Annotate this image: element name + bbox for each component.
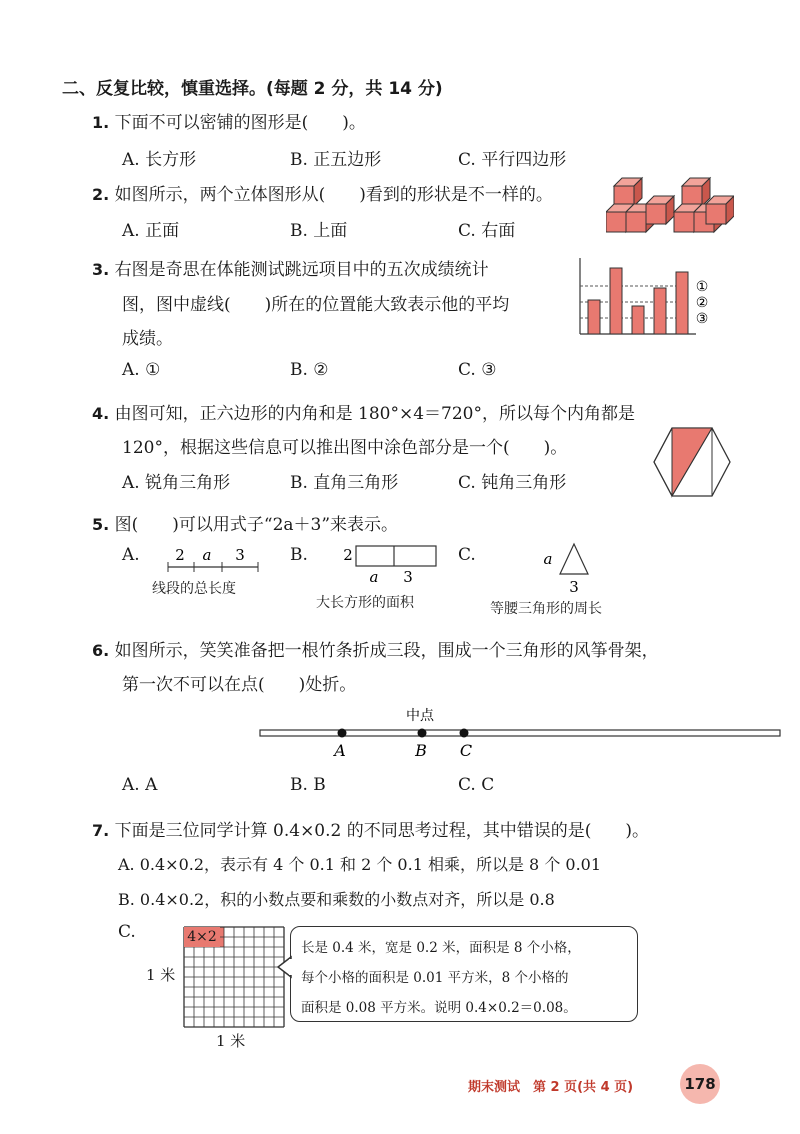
question-3-line3: 成绩。	[122, 329, 173, 349]
option-a[interactable]: A. ①	[122, 360, 161, 380]
svg-text:3: 3	[403, 568, 413, 586]
option-b[interactable]: B. B	[290, 775, 326, 795]
line-label: ②	[695, 295, 709, 311]
option-b[interactable]: B.	[290, 545, 308, 565]
hexagon-figure	[652, 424, 732, 500]
question-number: 3.	[92, 260, 110, 279]
svg-text:2: 2	[175, 546, 185, 564]
question-number: 6.	[92, 641, 110, 660]
option-b[interactable]: B. ②	[290, 360, 329, 380]
option-c[interactable]: C. C	[458, 775, 495, 795]
bar	[610, 268, 622, 334]
point-a	[338, 729, 347, 738]
svg-text:3: 3	[235, 546, 245, 564]
segment-caption: 线段的总长度	[152, 581, 236, 597]
grid-label: 4×2	[184, 927, 220, 947]
bar-figure	[576, 254, 712, 340]
cubes-figure	[606, 176, 734, 236]
bamboo-figure	[256, 704, 786, 764]
svg-text:B: B	[415, 741, 427, 760]
line-label: ③	[695, 311, 709, 327]
svg-text:3: 3	[569, 578, 579, 596]
option-a[interactable]: A. 0.4×0.2，表示有 4 个 0.1 和 2 个 0.1 相乘，所以是 8 个 0.01	[118, 855, 602, 874]
question-number: 5.	[92, 515, 110, 534]
question-3-line2: 图，图中虚线( )所在的位置能大致表示他的平均	[122, 295, 510, 315]
question-5	[92, 510, 398, 535]
svg-text:2: 2	[343, 546, 353, 564]
option-b[interactable]: B. 正五边形	[290, 150, 382, 170]
option-c[interactable]: C. ③	[458, 360, 497, 380]
triangle-caption: 等腰三角形的周长	[490, 601, 602, 617]
option-c[interactable]: C. 平行四边形	[458, 150, 567, 170]
option-c[interactable]: C.	[458, 545, 476, 565]
question-6-line2: 第一次不可以在点( )处折。	[122, 675, 357, 695]
option-a[interactable]: A. 长方形	[122, 150, 197, 170]
left-label: 1 米	[146, 966, 176, 984]
question-text: 下面是三位同学计算 0.4×0.2 的不同思考过程，其中错误的是( )。	[114, 821, 650, 841]
question-6-line1: 6. 如图所示，笑笑准备把一根竹条折成三段，围成一个三角形的风筝骨架，	[92, 641, 659, 661]
section-title: 二、反复比较，慎重选择。(每题 2 分，共 14 分)	[62, 79, 443, 99]
bar	[588, 300, 600, 334]
question-text: 如图所示，两个立体图形从( )看到的形状是不一样的。	[114, 185, 553, 205]
point-c	[460, 729, 469, 738]
question-text: 图( )可以用式子“2a＋3”来表示。	[114, 515, 399, 535]
option-b[interactable]: B. 0.4×0.2，积的小数点要和乘数的小数点对齐，所以是 0.8	[118, 890, 555, 909]
triangle-figure	[536, 540, 596, 598]
question-3-line1: 3. 右图是奇思在体能测试跳远项目中的五次成绩统计	[92, 260, 489, 280]
question-7	[92, 816, 649, 841]
option-a[interactable]: A. A	[122, 775, 158, 795]
question-4-line1: 4. 由图可知，正六边形的内角和是 180°×4＝720°，所以每个内角都是	[92, 404, 635, 424]
option-c[interactable]: C.	[118, 922, 136, 942]
bottom-label: 1 米	[216, 1032, 246, 1050]
footer-text: 期末测试 第 2 页(共 4 页)	[468, 1080, 634, 1095]
svg-text:a: a	[543, 550, 553, 568]
option-a[interactable]: A. 正面	[122, 221, 180, 241]
option-a[interactable]: A. 锐角三角形	[122, 473, 231, 493]
option-c[interactable]: C. 右面	[458, 221, 516, 241]
page-number: 178	[680, 1064, 720, 1104]
bar	[676, 272, 688, 334]
line-label: ①	[695, 279, 709, 295]
question-4-line2: 120°，根据这些信息可以推出图中涂色部分是一个( )。	[122, 438, 568, 458]
point-b	[418, 729, 427, 738]
svg-text:C: C	[459, 741, 473, 760]
bar	[654, 288, 666, 334]
rectangle-figure	[338, 542, 448, 588]
explanation-callout: 长是 0.4 米，宽是 0.2 米，面积是 8 个小格， 每个小格的面积是 0.01 平方米，8 个小格的 面积是 0.08 平方米。说明 0.4×0.2＝0.08。	[290, 926, 638, 1022]
bar	[632, 306, 644, 334]
question-number: 4.	[92, 404, 110, 423]
question-text: 下面不可以密铺的图形是( )。	[114, 113, 366, 133]
question-1	[92, 108, 366, 133]
rectangle-caption: 大长方形的面积	[316, 595, 414, 611]
midpoint-label: 中点	[406, 708, 434, 724]
question-number: 2.	[92, 185, 110, 204]
option-b[interactable]: B. 上面	[290, 221, 348, 241]
svg-text:a: a	[202, 546, 212, 564]
svg-text:a: a	[369, 568, 379, 586]
question-number: 7.	[92, 821, 110, 840]
question-number: 1.	[92, 113, 110, 132]
svg-text:A: A	[334, 741, 346, 760]
option-b[interactable]: B. 直角三角形	[290, 473, 399, 493]
option-a[interactable]: A.	[122, 545, 140, 565]
option-c[interactable]: C. 钝角三角形	[458, 473, 567, 493]
question-2	[92, 180, 553, 205]
